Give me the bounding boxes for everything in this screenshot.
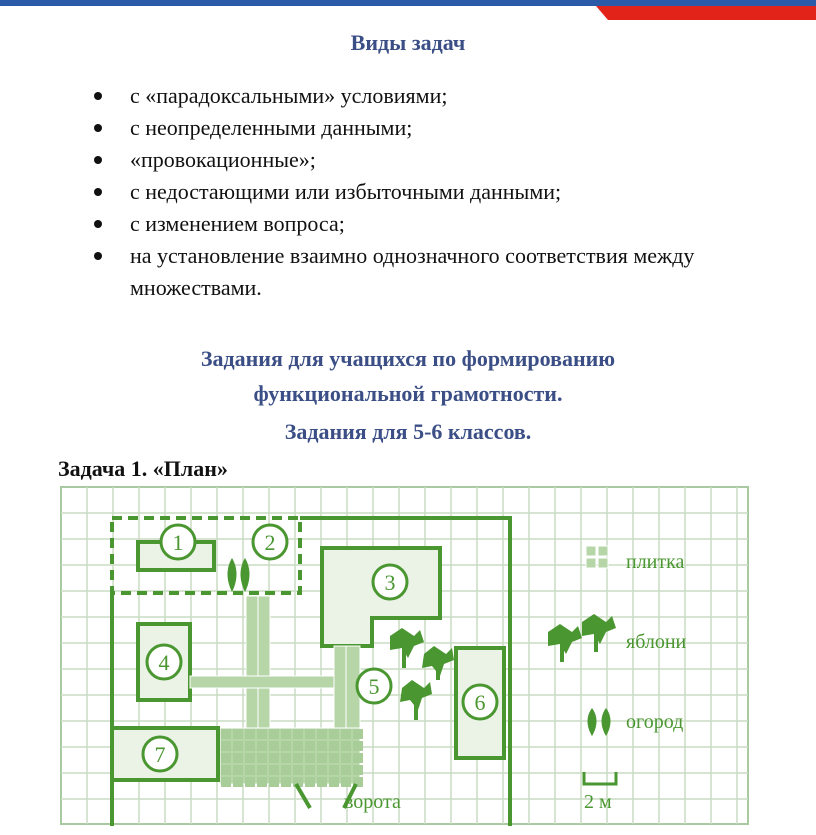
list-item: с изменением вопроса; bbox=[90, 208, 790, 240]
number-label: 1 bbox=[172, 530, 184, 555]
legend-garden-label: огород bbox=[626, 711, 684, 733]
legend-tile-label: плитка bbox=[626, 551, 685, 573]
list-item: с недостающими или избыточными данными; bbox=[90, 176, 790, 208]
assignments-heading-line1: Задания для учащихся по формированию bbox=[200, 346, 616, 371]
number-label: 6 bbox=[474, 690, 486, 715]
number-label: 4 bbox=[158, 650, 170, 675]
task-title: Задача 1. «План» bbox=[58, 456, 228, 481]
number-label: 3 bbox=[384, 570, 396, 595]
scale-bar-icon bbox=[584, 772, 616, 784]
scale-label: 2 м bbox=[584, 791, 612, 813]
site-plan-figure bbox=[60, 486, 750, 826]
top-decorative-stripe bbox=[0, 0, 816, 22]
task-types-list bbox=[90, 80, 790, 304]
gate-label: ворота bbox=[344, 791, 401, 813]
legend-garden-icon bbox=[588, 708, 611, 736]
bullet-icon bbox=[94, 220, 102, 228]
list-item: «провокационные»; bbox=[90, 144, 790, 176]
bullet-icon bbox=[94, 124, 102, 132]
bullet-icon bbox=[94, 252, 102, 260]
number-label: 2 bbox=[264, 530, 276, 555]
legend-apple-trees-label: яблони bbox=[626, 631, 687, 653]
bullet-icon bbox=[94, 92, 102, 100]
assignments-subheading: Задания для 5-6 классов. bbox=[284, 419, 532, 444]
list-item: с «парадоксальными» условиями; bbox=[90, 80, 790, 112]
number-label: 5 bbox=[368, 674, 380, 699]
garden-icon bbox=[228, 558, 250, 592]
list-item: на установление взаимно однозначного соответствия между множествами. bbox=[90, 240, 790, 304]
assignments-heading-line2: функциональной грамотности. bbox=[253, 381, 563, 406]
legend-apple-tree-icon bbox=[548, 614, 616, 662]
list-item: с неопределенными данными; bbox=[90, 112, 790, 144]
bullet-icon bbox=[94, 188, 102, 196]
bullet-icon bbox=[94, 156, 102, 164]
page-title: Виды задач bbox=[350, 30, 466, 55]
number-label: 7 bbox=[154, 742, 166, 767]
